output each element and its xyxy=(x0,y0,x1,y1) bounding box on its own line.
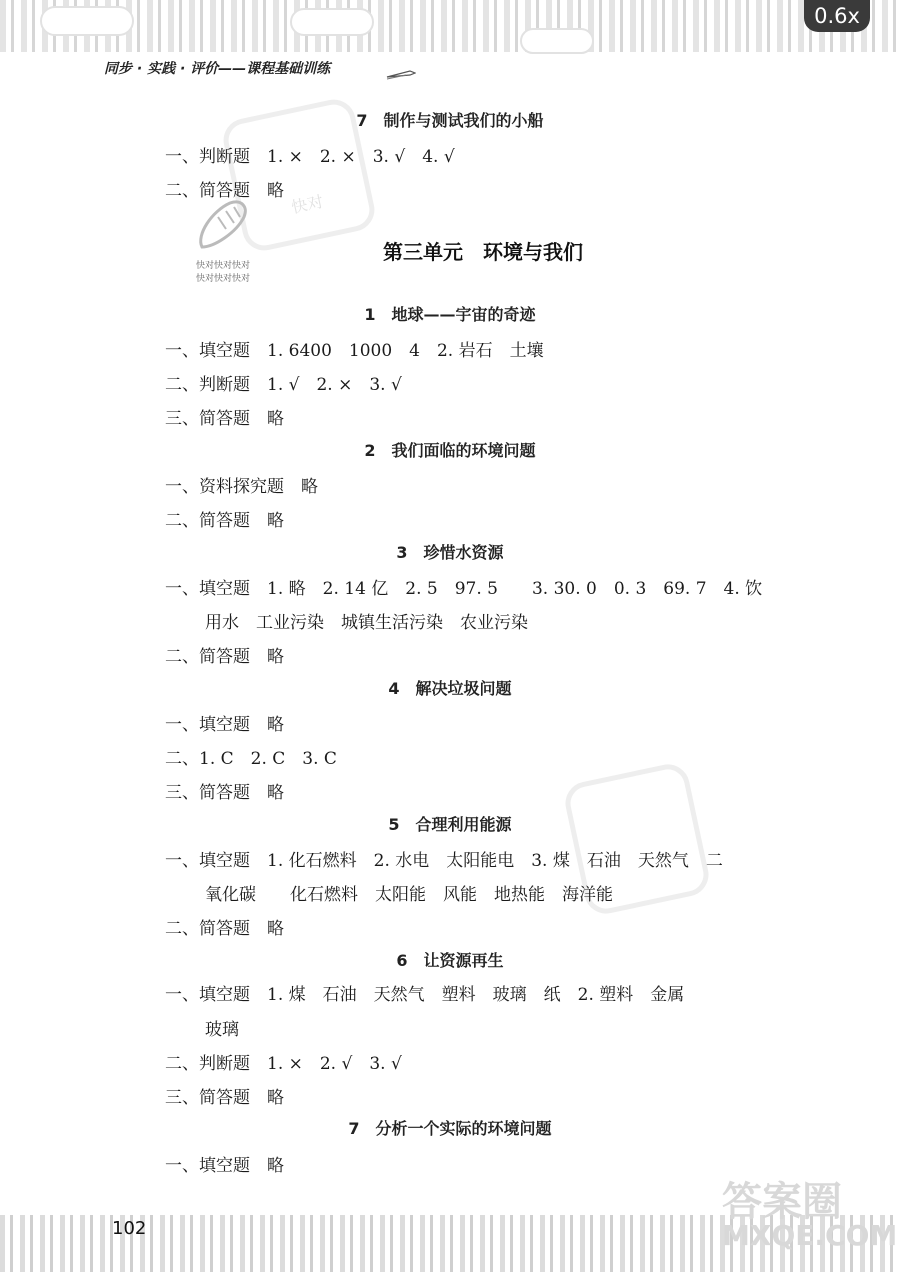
answer-line: 三、简答题 略 xyxy=(165,1088,284,1108)
section-heading: 1 地球——宇宙的奇迹 xyxy=(364,305,536,324)
answer-line: 玻璃 xyxy=(205,1020,239,1040)
section-heading: 6 让资源再生 xyxy=(396,951,504,970)
answer-line: 二、简答题 略 xyxy=(165,647,284,667)
answer-line: 氧化碳 化石燃料 太阳能 风能 地热能 海洋能 xyxy=(205,885,613,905)
cloud-decoration xyxy=(40,6,134,36)
cloud-decoration xyxy=(520,28,594,54)
answer-line: 一、填空题 1. 略 2. 14 亿 2. 5 97. 5 3. 30. 0 0. 3 69. 7 4. 饮 xyxy=(165,579,763,599)
zoom-level-badge[interactable]: 0.6x xyxy=(804,0,870,32)
unit-title: 第三单元 环境与我们 xyxy=(383,240,583,264)
section-heading: 7 分析一个实际的环境问题 xyxy=(348,1119,552,1138)
answer-line: 一、填空题 1. 6400 1000 4 2. 岩石 土壤 xyxy=(165,341,544,361)
running-header: 同步 · 实践 · 评价——课程基础训练 xyxy=(104,61,331,77)
watermark-text: 快对 xyxy=(289,191,325,218)
watermark-small-text: 快对快对快对 xyxy=(196,274,251,284)
section-heading: 3 珍惜水资源 xyxy=(396,543,504,562)
watermark-small-text: 快对快对快对 xyxy=(196,261,251,271)
answer-line: 一、填空题 1. 化石燃料 2. 水电 太阳能电 3. 煤 石油 天然气 二 xyxy=(165,851,723,871)
answer-line: 二、简答题 略 xyxy=(165,511,284,531)
answer-line: 一、填空题 1. 煤 石油 天然气 塑料 玻璃 纸 2. 塑料 金属 xyxy=(165,985,685,1005)
section-heading: 5 合理利用能源 xyxy=(388,815,512,834)
section-heading: 7 制作与测试我们的小船 xyxy=(356,111,544,130)
answer-line: 一、判断题 1. × 2. × 3. √ 4. √ xyxy=(165,147,455,167)
answer-line: 二、判断题 1. × 2. √ 3. √ xyxy=(165,1054,402,1074)
top-decorative-band xyxy=(0,0,900,52)
answer-line: 一、填空题 略 xyxy=(165,1156,284,1176)
answer-line: 三、简答题 略 xyxy=(165,783,284,803)
answer-line: 二、判断题 1. √ 2. × 3. √ xyxy=(165,375,402,395)
corner-watermark-line: 答案圈 xyxy=(722,1179,842,1225)
section-heading: 4 解决垃圾问题 xyxy=(388,679,512,698)
answer-line: 二、简答题 略 xyxy=(165,181,284,201)
answer-line: 二、简答题 略 xyxy=(165,919,284,939)
pen-icon xyxy=(386,68,416,80)
section-heading: 2 我们面临的环境问题 xyxy=(364,441,536,460)
answer-line: 一、填空题 略 xyxy=(165,715,284,735)
page-number: 102 xyxy=(112,1218,147,1239)
answer-line: 用水 工业污染 城镇生活污染 农业污染 xyxy=(205,613,528,633)
cloud-decoration xyxy=(290,8,374,36)
corner-watermark xyxy=(722,1179,898,1252)
answer-line: 一、资料探究题 略 xyxy=(165,477,318,497)
answer-line: 二、1. C 2. C 3. C xyxy=(165,749,337,769)
answer-line: 三、简答题 略 xyxy=(165,409,284,429)
corner-watermark-url: MXQE.COM xyxy=(722,1219,898,1252)
